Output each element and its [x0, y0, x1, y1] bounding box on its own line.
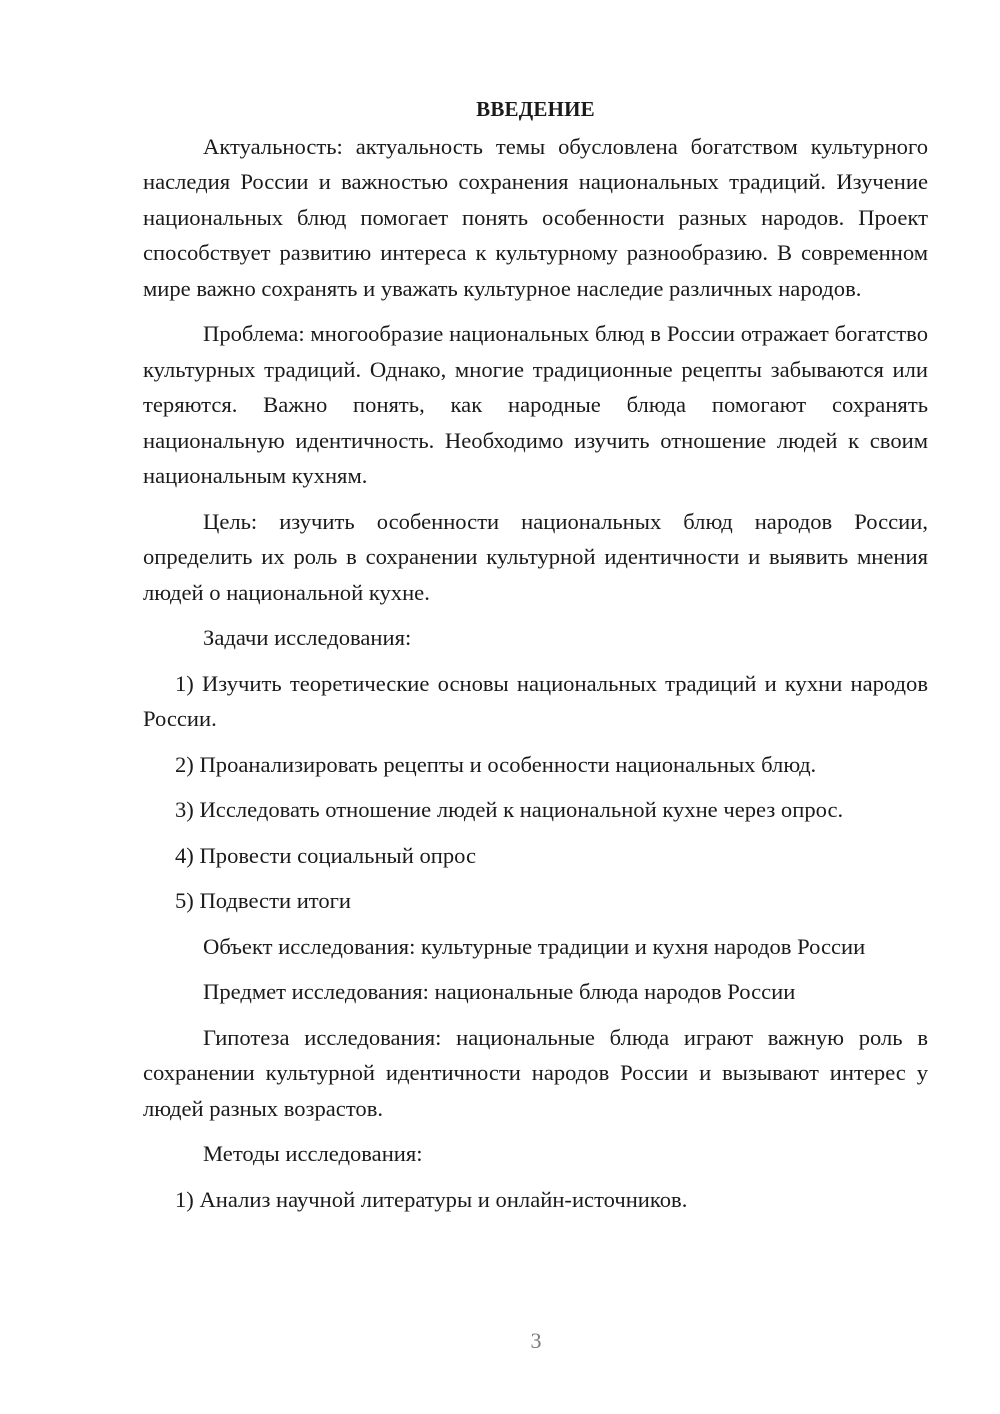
page-number: 3 [530, 1328, 542, 1353]
task-item: 5) Подвести итоги [175, 888, 352, 913]
task-item: 4) Провести социальный опрос [175, 842, 477, 868]
hypothesis-paragraph: Гипотеза исследования: национальные блюда играют важную роль в сохранении культурной идентичности народов России и вызывают интерес у людей разных возрастов. [143, 1024, 928, 1121]
task-item: 1) Изучить теоретические основы национальных традиций и кухни народов России. [143, 670, 928, 731]
document-body [143, 92, 928, 1227]
task-item: 2) Проанализировать рецепты и особенности национальных блюд. [175, 751, 817, 777]
problem-paragraph: Проблема: многообразие национальных блюд в России отражает богатство культурных традиций. Однако, многие традиционные рецепты забываются или теряются. Важно понять, как народные блюда помогают сохранять национальную идентичность. Необходимо изучить отношение людей к своим национальным кухням. [143, 321, 928, 488]
object-paragraph: Объект исследования: культурные традиции и кухня народов России [203, 933, 866, 959]
task-item: 3) Исследовать отношение людей к национальной кухне через опрос. [175, 797, 844, 822]
page-title: ВВЕДЕНИЕ [476, 97, 595, 121]
tasks-heading: Задачи исследования: [203, 625, 412, 650]
goal-paragraph: Цель: изучить особенности национальных блюд народов России, определить их роль в сохранении культурной идентичности и выявить мнения людей о национальной кухне. [143, 508, 928, 605]
relevance-paragraph: Актуальность: актуальность темы обусловлена богатством культурного наследия России и важностью сохранения национальных традиций. Изучение национальных блюд помогает понять особенности разных народов. Проект способствует развитию интереса к культурному разнообразию. В современном мире важно сохранять и уважать культурное наследие различных народов. [143, 133, 928, 301]
method-item: 1) Анализ научной литературы и онлайн-источников. [175, 1186, 688, 1212]
subject-paragraph: Предмет исследования: национальные блюда народов России [203, 979, 796, 1004]
methods-heading: Методы исследования: [203, 1141, 423, 1166]
